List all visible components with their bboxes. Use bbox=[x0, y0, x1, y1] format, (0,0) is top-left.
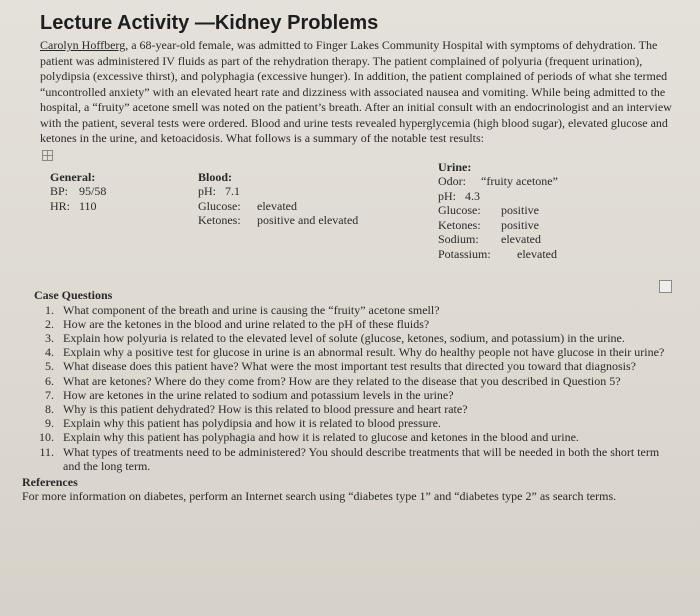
general-results bbox=[50, 170, 106, 214]
question-item: 1. What component of the breath and urine is causing the “fruity” acetone smell? bbox=[57, 303, 674, 317]
urine-results bbox=[438, 160, 558, 262]
case-intro-paragraph bbox=[40, 38, 674, 147]
table-grid-icon[interactable] bbox=[42, 150, 53, 161]
patient-name: Carolyn Hoffberg bbox=[40, 38, 126, 52]
general-header: General: bbox=[50, 169, 96, 184]
question-item: 2. How are the ketones in the blood and urine related to the pH of these fluids? bbox=[57, 317, 674, 331]
result-row: Potassium: elevated bbox=[438, 246, 557, 261]
question-item: 3. Explain how polyuria is related to the elevated level of solute (glucose, ketones, sodium, and potassium) in the urine. bbox=[57, 331, 674, 345]
result-row: Ketones: positive bbox=[438, 217, 539, 232]
result-row: Sodium: elevated bbox=[438, 232, 541, 246]
test-results bbox=[40, 159, 674, 286]
result-row: BP: 95/58 bbox=[50, 184, 107, 198]
result-row: Odor: “fruity acetone” bbox=[438, 174, 558, 188]
references-section bbox=[22, 475, 674, 504]
blood-header: Blood: bbox=[198, 169, 233, 184]
result-row: pH: 4.3 bbox=[438, 188, 480, 203]
checkbox[interactable] bbox=[659, 280, 672, 293]
references-title: References bbox=[22, 474, 78, 489]
blood-results bbox=[198, 170, 358, 228]
question-item: 7. How are ketones in the urine related to sodium and potassium levels in the urine? bbox=[57, 388, 674, 402]
result-row: Glucose: positive bbox=[438, 203, 539, 217]
urine-header: Urine: bbox=[438, 159, 472, 174]
page-title: Lecture Activity —Kidney Problems bbox=[40, 12, 379, 34]
question-item: 6. What are ketones? Where do they come from? How are they related to the disease that you described in Question 5? bbox=[57, 374, 674, 388]
case-intro-text: , a 68-year-old female, was admitted to Finger Lakes Community Hospital with symptoms of dehydration. The patient was administered IV fluids as part of the rehydration therapy. The patient complained of polyuria (frequent urination), polydipsia (excessive thirst), and polyphagia (excessive hunger). In addition, the patient complained of periods of what she termed “uncontrolled anxiety” with an elevated heart rate and dizziness with associated nausea and vomiting. While being admitted to the hospital, a “fruity” acetone smell was noted on the patient’s breath. After an initial consult with an endocrinologist and an interview with the patient, several tests were ordered. Blood and urine tests revealed hyperglycemia (high blood sugar), elevated glucose and ketones in the urine, and ketoacidosis. What follows is a summary of the notable test results: bbox=[40, 38, 672, 145]
result-row: HR: 110 bbox=[50, 198, 97, 213]
question-item: 11. What types of treatments need to be administered? You should describe treatments that will be needed in both the short term and the long term. bbox=[57, 445, 674, 473]
references-text: For more information on diabetes, perform an Internet search using “diabetes type 1” and “diabetes type 2” as search terms. bbox=[22, 489, 617, 504]
case-questions-title: Case Questions bbox=[34, 287, 113, 302]
question-item: 10. Explain why this patient has polyphagia and how it is related to glucose and ketones in the blood and urine. bbox=[57, 430, 674, 444]
question-item: 5. What disease does this patient have? What were the most important test results that directed you toward that diagnosis? bbox=[57, 359, 674, 373]
result-row: Glucose: elevated bbox=[198, 198, 297, 213]
question-item: 9. Explain why this patient has polydipsia and how it is related to blood pressure. bbox=[57, 416, 674, 430]
result-row: Ketones: positive and elevated bbox=[198, 213, 359, 227]
question-item: 8. Why is this patient dehydrated? How is this related to blood pressure and heart rate? bbox=[57, 402, 674, 416]
result-row: pH: 7.1 bbox=[198, 184, 240, 198]
case-questions-list bbox=[40, 303, 674, 473]
question-item: 4. Explain why a positive test for glucose in urine is an abnormal result. Why do healthy people not have glucose in their urine? bbox=[57, 345, 674, 359]
